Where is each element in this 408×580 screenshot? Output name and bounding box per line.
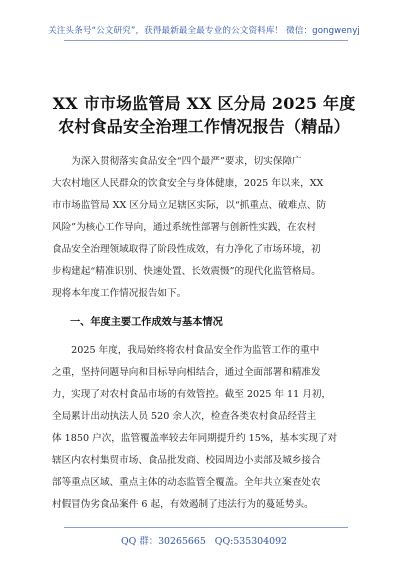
section-1-line: 部等重点区域、重点主体的动态监管全覆盖。全年共立案查处农	[52, 477, 321, 488]
section-heading: 一、年度主要工作成效与基本情况	[70, 317, 223, 328]
header-divider	[64, 40, 348, 41]
intro-line: 市市场监管局 XX 区分局立足辖区实际，以“抓重点、破难点、防	[52, 200, 327, 211]
intro-line: 食品安全治理领域取得了阶段性成效，有力净化了市场环境，初	[52, 244, 321, 255]
section-1-line: 2025 年度，我局始终将农村食品安全作为监管工作的重中	[52, 345, 320, 356]
footer-divider	[64, 527, 348, 528]
document-title-line-1: XX 市市场监管局 XX 区分局 2025 年度	[52, 94, 356, 113]
intro-line: 风险”为核心工作导向，通过系统性部署与创新性实践，在农村	[52, 222, 316, 233]
footer-contact	[0, 533, 408, 547]
section-1-paragraph	[52, 340, 356, 516]
document-title-line-2: 农村食品安全治理工作情况报告（精品）	[58, 117, 350, 136]
section-1-line: 体 1850 户次，监管覆盖率较去年同期提升约 15%，基本实现了对	[52, 433, 338, 444]
section-1-line: 辖区内农村集贸市场、食品批发商、校园周边小卖部及城乡接合	[52, 455, 321, 466]
footer-qq-number: QQ:535304092	[214, 536, 288, 547]
intro-line: 现将本年度工作情况报告如下。	[52, 288, 187, 299]
header-promo-note: 关注头条号“公文研究”，获得最新最全最专业的公文资料库！ 微信：gongwenyj	[48, 26, 360, 36]
section-1-line: 全局累计出动执法人员 520 余人次，检查各类农村食品经营主	[52, 411, 317, 422]
intro-line: 步构建起“精准识别、快速处置、长效震慑”的现代化监管格局。	[52, 266, 321, 277]
intro-paragraph	[52, 151, 356, 305]
section-1-line: 村假冒伪劣食品案件 6 起，有效遏制了违法行为的蔓延势头。	[52, 499, 314, 510]
section-1-line: 力，实现了对农村食品市场的有效管控。截至 2025 年 11 月初，	[52, 389, 332, 400]
footer-qq-group: QQ 群：30265665	[120, 536, 206, 547]
intro-line: 为深入贯彻落实食品安全“四个最严”要求，切实保障广	[52, 156, 302, 167]
section-1-line: 之重，坚持问题导向和目标导向相结合，通过全面部署和精准发	[52, 367, 321, 378]
intro-line: 大农村地区人民群众的饮食安全与身体健康，2025 年以来，XX	[52, 178, 324, 189]
